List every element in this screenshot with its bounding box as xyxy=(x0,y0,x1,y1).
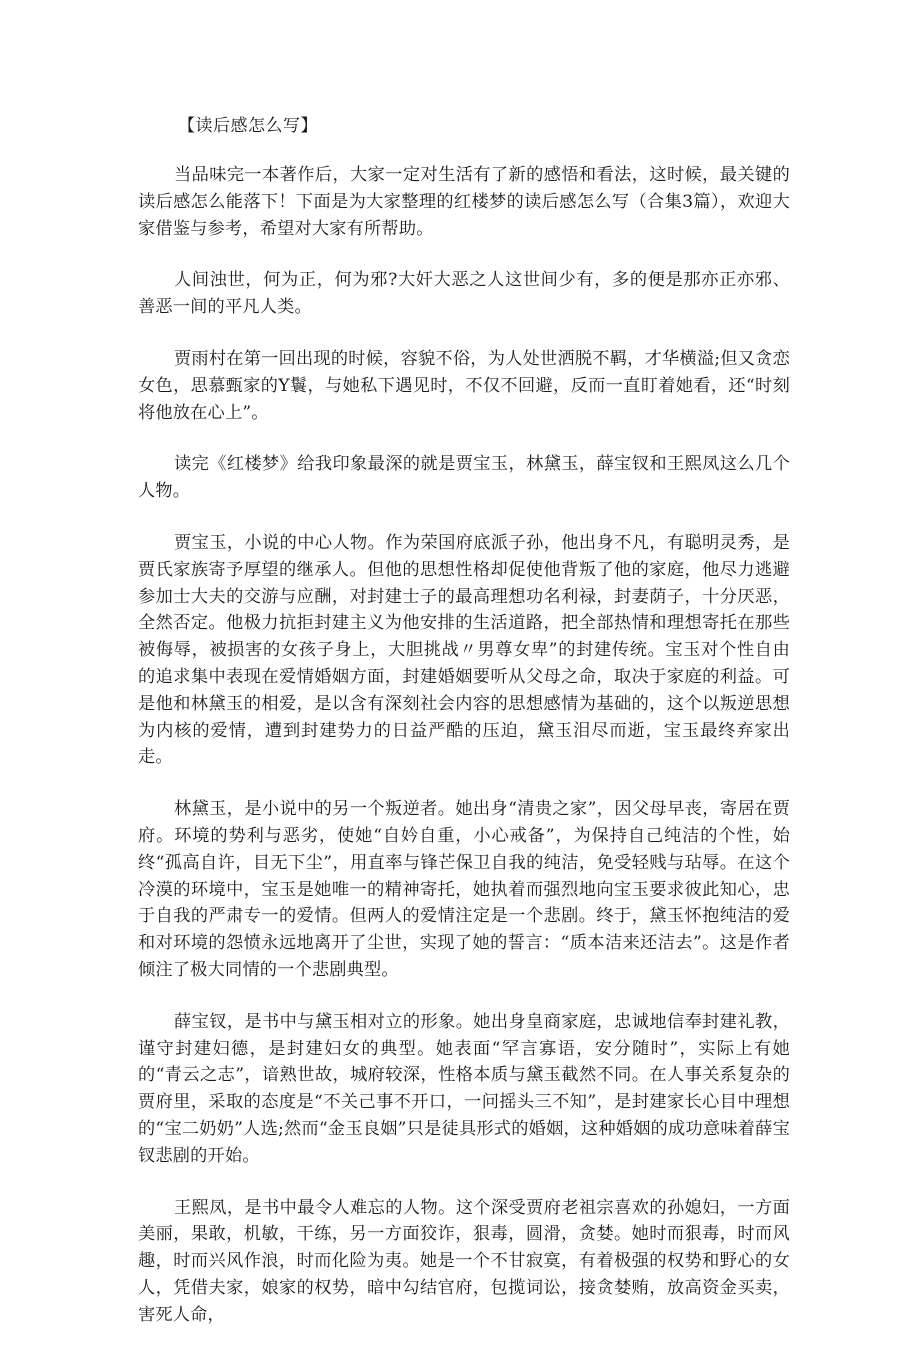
paragraph-main-characters: 读完《红楼梦》给我印象最深的就是贾宝玉，林黛玉，薛宝钗和王熙凤这么几个人物。 xyxy=(138,454,790,502)
paragraph-xue-baochai: 薛宝钗，是书中与黛玉相对立的形象。她出身皇商家庭，忠诚地信奉封建礼教，谨守封建妇德，是封建妇女的典型。她表面“罕言寡语，安分随时”，实际上有她的“青云之志”，谙熟世故，城府较深，性格本质与黛玉截然不同。在人事关系复杂的贾府里，采取的态度是“不关己事不开口，一问摇头三不知”，是封建家长心目中理想的“宝二奶奶”人选;然而“金玉良姻”只是徒具形式的婚姻，这种婚姻的成功意味着薛宝钗悲剧的开始。 xyxy=(138,1011,790,1166)
paragraph-wang-xifeng: 王熙凤，是书中最令人难忘的人物。这个深受贾府老祖宗喜欢的孙媳妇，一方面美丽，果敢，机敏，干练，另一方面狡诈，狠毒，圆滑，贪婪。她时而狠毒，时而风趣，时而兴风作浪，时而化险为夷。她是一个不甘寂寞，有着极强的权势和野心的女人，凭借夫家，娘家的权势，暗中勾结官府，包揽词讼，接贪婪贿，放高资金买卖，害死人命， xyxy=(138,1197,790,1325)
paragraph-jia-yucun: 贾雨村在第一回出现的时候，容貌不俗，为人处世洒脱不羁，才华横溢;但又贪恋女色，思慕甄家的Y鬟，与她私下遇见时，不仅不回避，反而一直盯着她看，还“时刻将他放在心上”。 xyxy=(138,348,790,423)
paragraph-lin-daiyu: 林黛玉，是小说中的另一个叛逆者。她出身“清贵之家”，因父母早丧，寄居在贾府。环境的势利与恶劣，使她“自妗自重，小心戒备”，为保持自己纯洁的个性，始终“孤高自许，目无下尘”，用直率与锋芒保卫自我的纯洁，免受轻贱与玷辱。在这个冷漠的环境中，宝玉是她唯一的精神寄托，她执着而强烈地向宝玉要求彼此知心，忠于自我的严肃专一的爱情。但两人的爱情注定是一个悲剧。终于，黛玉怀抱纯洁的爱和对环境的怨愤永远地离开了尘世，实现了她的誓言：“质本洁来还洁去”。这是作者倾注了极大同情的一个悲剧典型。 xyxy=(138,799,790,980)
document-body xyxy=(138,112,790,1353)
intro-paragraph: 当品味完一本著作后，大家一定对生活有了新的感悟和看法，这时候，最关键的读后感怎么能落下！下面是为大家整理的红楼梦的读后感怎么写（合集3篇），欢迎大家借鉴与参考，希望对大家有所帮助。 xyxy=(138,165,790,239)
paragraph-good-and-evil: 人间浊世，何为正，何为邪?大奸大恶之人这世间少有，多的便是那亦正亦邪、善恶一间的平凡人类。 xyxy=(138,270,790,318)
document-heading: 【读后感怎么写】 xyxy=(178,116,318,136)
paragraph-jia-baoyu: 贾宝玉，小说的中心人物。作为荣国府底派子孙，他出身不凡，有聪明灵秀，是贾氏家族寄予厚望的继承人。但他的思想性格却促使他背叛了他的家庭，他尽力逃避参加士大夫的交游与应酬，对封建士子的最高理想功名利禄，封妻荫子，十分厌恶，全然否定。他极力抗拒封建主义为他安排的生活道路，把全部热情和理想寄托在那些被侮辱，被损害的女孩子身上，大胆挑战〃男尊女卑”的封建传统。宝玉对个性自由的追求集中表现在爱情婚姻方面，封建婚姻要听从父母之命，取决于家庭的利益。可是他和林黛玉的相爱，是以含有深刻社会内容的思想感情为基础的，这个以叛逆思想为内核的爱情，遭到封建势力的日益严酷的压迫，黛玉泪尽而逝，宝玉最终弃家出走。 xyxy=(138,532,790,768)
